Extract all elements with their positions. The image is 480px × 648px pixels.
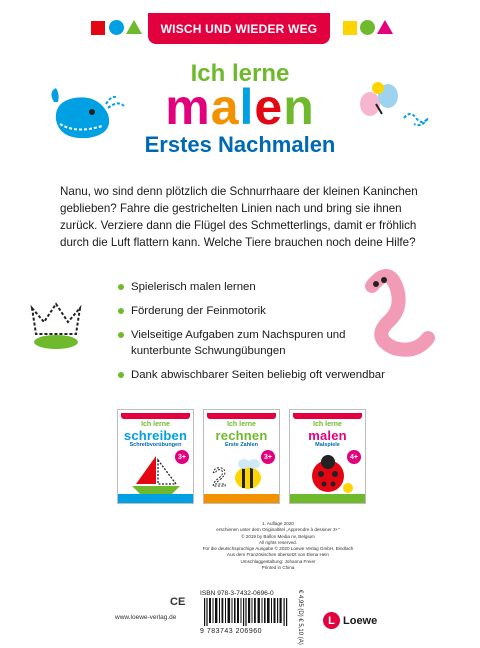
feature-item: Dank abwischbarer Seiten beliebig oft verwendbar bbox=[118, 367, 398, 383]
title-letter: a bbox=[210, 79, 240, 135]
bee-illustration bbox=[210, 452, 274, 498]
book-line2: schreiben bbox=[123, 428, 188, 443]
book-line3: Malspiele bbox=[315, 442, 340, 448]
butterfly-illustration bbox=[356, 74, 436, 142]
title-letter: l bbox=[239, 79, 255, 135]
pink-triangle-icon bbox=[377, 20, 393, 34]
book-line2: rechnen bbox=[215, 428, 268, 443]
title-letter: e bbox=[254, 79, 284, 135]
green-triangle-icon bbox=[126, 20, 142, 34]
ladybug-illustration bbox=[302, 452, 356, 498]
feature-item: Förderung der Feinmotorik bbox=[118, 303, 398, 319]
whale-illustration bbox=[46, 80, 126, 148]
publisher-name: Loewe bbox=[343, 614, 378, 627]
book-cover-malen bbox=[289, 409, 366, 504]
feature-item: Vielseitige Aufgaben zum Nachspuren und kunterbunte Schwungübungen bbox=[118, 327, 398, 359]
book-line1: Ich lerne bbox=[313, 421, 342, 428]
book-line1: Ich lerne bbox=[141, 421, 170, 428]
feature-item: Spielerisch malen lernen bbox=[118, 279, 398, 295]
imprint-line: Printed in China bbox=[261, 565, 295, 571]
price-label bbox=[293, 590, 307, 645]
imprint-line: 1. Auflage 2020 bbox=[262, 521, 294, 526]
imprint-line: Aus dem Französischen übersetzt von Elena Hein bbox=[227, 552, 329, 558]
book-cover-schreiben bbox=[117, 409, 194, 504]
imprint-text bbox=[198, 521, 358, 571]
feature-list bbox=[118, 279, 398, 391]
price-text: € 4,95 (D) € 5,10 (A) bbox=[297, 590, 303, 645]
book-line2: malen bbox=[308, 428, 347, 443]
book-footer bbox=[204, 494, 279, 503]
imprint-line: Umschlaggestaltung: Johanna Freier bbox=[240, 558, 316, 564]
book-banner bbox=[207, 413, 276, 419]
age-badge: 4+ bbox=[347, 450, 361, 464]
green-circle-icon bbox=[360, 20, 375, 35]
isbn-text: ISBN 978-3-7432-0696-0 bbox=[200, 590, 274, 597]
ce-mark: CE bbox=[170, 596, 186, 608]
book-line1: Ich lerne bbox=[227, 421, 256, 428]
red-square-icon bbox=[91, 21, 105, 35]
book-line3: Schreibvorübungen bbox=[129, 442, 182, 448]
book-cover-rechnen bbox=[203, 409, 280, 504]
imprint-line: erschienen unter dem Originaltitel „Apprendre à dessiner 3+“ bbox=[216, 527, 340, 533]
title-subtitle: Erstes Nachmalen bbox=[144, 132, 336, 157]
blue-circle-icon bbox=[109, 20, 124, 35]
svg-text:2: 2 bbox=[212, 462, 227, 492]
loewe-logo-icon: L bbox=[323, 612, 340, 629]
imprint-line: © 2019 by Ballon Media nv, Belgium bbox=[241, 533, 315, 539]
series-banner: WISCH UND WIEDER WEG bbox=[148, 13, 330, 44]
imprint-line: Für die deutschsprachige Ausgabe © 2020 Loewe Verlag GmbH, Bindlach bbox=[202, 546, 354, 552]
title-line1: Ich lerne bbox=[190, 60, 290, 87]
book-line3: Erste Zahlen bbox=[224, 442, 258, 448]
description-text: Nanu, wo sind denn plötzlich die Schnurrhaare der kleinen Kaninchen geblieben? Fahre die gestrichelten Linien nach und bring sie ihnen zurück. Verziere dann die Flügel des Schmetterlings, damit er fröhlich durch die Luft flattern kann. Welche Tiere brauchen noch deine Hilfe? bbox=[60, 185, 418, 249]
book-banner bbox=[293, 413, 362, 419]
imprint-line: All rights reserved. bbox=[258, 539, 298, 545]
title-letter: m bbox=[165, 79, 211, 135]
title-letter: n bbox=[283, 79, 315, 135]
age-badge: 3+ bbox=[261, 450, 275, 464]
book-banner bbox=[121, 413, 190, 419]
barcode-digits: 9 783743 206960 bbox=[200, 628, 262, 635]
yellow-square-icon bbox=[343, 21, 357, 35]
website-link[interactable]: www.loewe-verlag.de bbox=[115, 614, 177, 621]
lotus-illustration bbox=[26, 298, 86, 354]
publisher-logo bbox=[323, 612, 377, 629]
age-badge: 3+ bbox=[175, 450, 189, 464]
book-footer bbox=[290, 494, 365, 503]
barcode-icon bbox=[204, 598, 288, 626]
book-footer bbox=[118, 494, 193, 503]
sailboat-illustration bbox=[128, 454, 184, 498]
